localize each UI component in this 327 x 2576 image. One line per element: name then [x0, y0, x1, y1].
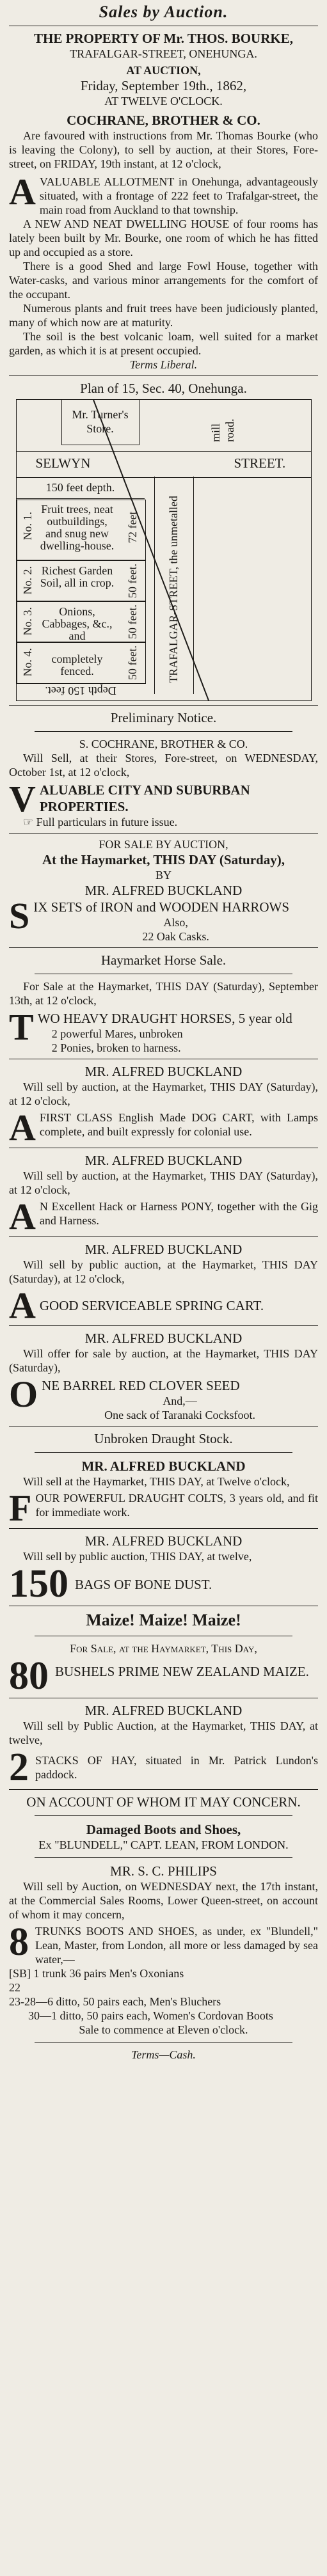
ad-title: THE PROPERTY OF Mr. THOS. BOURKE, [34, 31, 293, 46]
divider [9, 947, 318, 948]
ad-paragraph: STACKS OF HAY, situated in Mr. Patrick Lundon's paddock. [35, 1754, 318, 1781]
ad-paragraph: Will sell by public auction, at the Haymarket, THIS DAY (Saturday), at 12 o'clock, [9, 1258, 318, 1285]
ad-paragraph: The soil is the best volcanic loam, well suited for a market garden, as which it is at present occupied. [9, 330, 318, 357]
lot-number: No. 1. [20, 512, 34, 541]
ad-title: Maize! Maize! Maize! [86, 1611, 241, 1629]
ad-auctioneer: S. COCHRANE, BROTHER & CO. [79, 738, 248, 750]
ad-draught-colts [9, 1430, 318, 1529]
ad-paragraph [9, 815, 318, 829]
lot-desc: completely fenced. [51, 652, 103, 677]
lot-feet: 72 feet. [125, 509, 139, 543]
depth-label: 150 feet depth. [17, 477, 145, 499]
ad-auctioneer: MR. ALFRED BUCKLAND [84, 1331, 243, 1346]
ad-paragraph: Numerous plants and fruit trees have been judiciously planted, many of which now are at maturity. [9, 302, 318, 329]
ad-terms: Terms—Cash. [131, 2048, 196, 2061]
ad-line: 22 Oak Casks. [142, 930, 209, 943]
ad-ship: Ex "BLUNDELL," CAPT. LEAN, FROM LONDON. [38, 1838, 289, 1851]
ad-paragraph: Will sell by Public Auction, at the Haymarket, THIS DAY, at twelve, [9, 1719, 318, 1746]
ad-bone-dust [9, 1533, 318, 1606]
ad-clover-seed [9, 1330, 318, 1422]
ad-paragraph: OUR POWERFUL DRAUGHT COLTS, 3 years old, and fit for immediate work. [35, 1492, 318, 1519]
ad-dog-cart [9, 1063, 318, 1148]
auction-column [9, 0, 318, 2062]
ad-auctioneer: COCHRANE, BROTHER & CO. [67, 113, 260, 128]
ad-auctioneer: MR. ALFRED BUCKLAND [84, 1153, 243, 1168]
ad-paragraph: BUSHELS PRIME NEW ZEALAND MAIZE. [55, 1664, 309, 1679]
lot-number: No. 3. [20, 607, 34, 636]
divider [9, 705, 318, 706]
lot-number: No. 2. [20, 566, 34, 595]
plan-title: Plan of 15, Sec. 40, Onehunga. [80, 381, 247, 396]
drop-cap: S [9, 895, 30, 936]
drop-cap: A [9, 1107, 36, 1148]
quantity-number: 80 [9, 1654, 49, 1698]
ad-paragraph: Will sell by auction, at the Haymarket, THIS DAY (Saturday), at 12 o'clock, [9, 1169, 318, 1196]
list-item: 22 [9, 1981, 20, 1994]
drop-cap: A [9, 171, 36, 212]
street-label: STREET. [234, 455, 286, 471]
ad-line: Also, [163, 916, 188, 929]
drop-cap: T [9, 1006, 34, 1048]
ad-paragraph: BAGS OF BONE DUST. [75, 1577, 212, 1592]
ad-paragraph: VALUABLE ALLOTMENT in Onehunga, advantageously situated, with a frontage of 222 feet to Trafalgar-street, the main road from Auckland to that township. [39, 175, 318, 216]
ad-paragraph: IX SETS of IRON and WOODEN HARROWS [33, 899, 290, 915]
ad-horse-sale [9, 952, 318, 1055]
ad-paragraph: Will sell by auction, at the Haymarket, THIS DAY (Saturday), at 12 o'clock, [9, 1080, 318, 1107]
ad-line: One sack of Taranaki Cocksfoot. [104, 1409, 255, 1421]
ad-paragraph: Will sell by public auction, THIS DAY, at twelve, [23, 1550, 252, 1563]
ad-subtitle: TRAFALGAR-STREET, ONEHUNGA. [70, 47, 257, 60]
divider [9, 1325, 318, 1326]
ad-auctioneer: MR. ALFRED BUCKLAND [84, 1703, 243, 1718]
ad-subtitle: Damaged Boots and Shoes, [86, 1822, 241, 1837]
ad-auctioneer: MR. ALFRED BUCKLAND [84, 883, 243, 898]
ad-paragraph: FIRST CLASS English Made DOG CART, with Lamps complete, and built expressly for colonial use. [39, 1111, 318, 1138]
lot-desc: Fruit trees, neat outbuildings, and snug new dwelling-house. [40, 503, 115, 552]
section-header: Sales by Auction. [99, 3, 228, 21]
lot-desc: Onions, Cabbages, &c., and [42, 605, 113, 642]
drop-cap: V [9, 778, 36, 819]
ad-auctioneer: MR. ALFRED BUCKLAND [84, 1533, 243, 1549]
drop-cap: A [9, 1284, 36, 1326]
ad-line: BY [155, 869, 171, 881]
lot-desc: Richest Garden Soil, all in crop. [40, 564, 115, 589]
ad-paragraph: Will sell at the Haymarket, THIS DAY, at Twelve o'clock, [23, 1475, 290, 1488]
ad-preliminary [9, 709, 318, 829]
drop-cap: A [9, 1196, 36, 1237]
property-plan [16, 399, 312, 701]
trafalgar-label: TRAFALGAR-STREET, the unmetalled [166, 496, 180, 683]
divider [9, 833, 318, 834]
ad-paragraph: Will Sell, at their Stores, Fore-street, on WEDNESDAY, October 1st, at 12 o'clock, [9, 752, 318, 778]
ad-paragraph: TRUNKS BOOTS AND SHOES, as under, ex "Blundell," Lean, Master, from London, all more or less damaged by sea water,— [35, 1925, 318, 1966]
ad-boots-shoes [9, 1794, 318, 2062]
divider [35, 731, 292, 732]
lot-feet: 50 feet. [125, 604, 139, 639]
lot-feet: 50 feet. [125, 645, 139, 680]
list-item: 23-28—6 ditto, 50 pairs each, Men's Bluchers [9, 1995, 221, 2008]
ad-bourke-property [9, 30, 318, 701]
ad-line: 2 powerful Mares, unbroken [51, 1027, 183, 1040]
ad-pony [9, 1152, 318, 1237]
divider [9, 1789, 318, 1790]
list-item: [SB] 1 trunk 36 pairs Men's Oxonians [9, 1967, 184, 1980]
divider [9, 1528, 318, 1529]
ad-title: Preliminary Notice. [110, 710, 217, 725]
divider [35, 1452, 292, 1453]
ad-auctioneer: MR. ALFRED BUCKLAND [84, 1242, 243, 1257]
ad-line: FOR SALE BY AUCTION, [99, 838, 228, 851]
ad-hay-stacks [9, 1702, 318, 1789]
divider [35, 1815, 292, 1816]
ad-text: Full particulars in future issue. [36, 816, 178, 828]
ad-auctioneer: MR. S. C. PHILIPS [110, 1863, 217, 1879]
divider [35, 1857, 292, 1858]
ad-maize [9, 1610, 318, 1698]
lot-number: No. 4. [20, 648, 34, 677]
ad-paragraph: There is a good Shed and large Fowl House, together with Water-casks, and various minor arrangements for the comfort of the occupant. [9, 260, 318, 301]
ad-auctioneer: MR. ALFRED BUCKLAND [84, 1064, 243, 1079]
ad-title: ON ACCOUNT OF WHOM IT MAY CONCERN. [26, 1794, 301, 1810]
ad-paragraph: N Excellent Hack or Harness PONY, together with the Gig and Harness. [39, 1200, 318, 1227]
ad-title: At the Haymarket, THIS DAY (Saturday), [42, 852, 285, 867]
ad-line: And,— [163, 1395, 197, 1407]
divider [35, 2042, 292, 2043]
ad-title: Unbroken Draught Stock. [94, 1431, 233, 1446]
ad-paragraph: For Sale at the Haymarket, THIS DAY (Saturday), September 13th, at 12 o'clock, [9, 980, 318, 1007]
ad-paragraph: Will sell by Auction, on WEDNESDAY next, the 17th instant, at the Commercial Sales Rooms, Lower Queen-street, on account of whom it may concern, [9, 1880, 318, 1921]
ad-line: 2 Ponies, broken to harness. [51, 1041, 181, 1054]
ad-paragraph: Are favoured with instructions from Mr. Thomas Bourke (who is leaving the Colony), to sell by auction, at their Stores, Fore-street, on FRIDAY, 19th instant, at 12 o'clock, [9, 129, 318, 170]
ad-paragraph: Sale to commence at Eleven o'clock. [79, 2023, 248, 2036]
ad-paragraph: WO HEAVY DRAUGHT HORSES, 5 year old [37, 1011, 292, 1026]
ad-paragraph: Will offer for sale by auction, at the Haymarket, THIS DAY (Saturday), [9, 1347, 318, 1374]
selwyn-label: SELWYN [35, 455, 91, 471]
ad-terms: Terms Liberal. [129, 358, 198, 371]
drop-cap: F [9, 1487, 32, 1529]
ad-harrows [9, 837, 318, 944]
ad-spring-cart [9, 1241, 318, 1326]
ad-paragraph: ALUABLE CITY AND SUBURBAN PROPERTIES. [39, 782, 250, 814]
store-label: Mr. Turner's Store. [72, 408, 129, 435]
quantity-number: 150 [9, 1562, 68, 1606]
ad-line: AT AUCTION, [126, 64, 201, 77]
ad-auctioneer: MR. ALFRED BUCKLAND [81, 1458, 246, 1474]
quantity-number: 2 [9, 1746, 29, 1789]
list-item: 30—1 ditto, 50 pairs each, Women's Cordovan Boots [28, 2009, 273, 2022]
mill-road-label: mill road. [209, 418, 236, 442]
divider [9, 375, 318, 376]
pointing-hand-icon: ☞ [23, 816, 36, 828]
ad-paragraph: A NEW AND NEAT DWELLING HOUSE of four rooms has lately been built by Mr. Bourke, one room of which he has fitted up and occupied as a store. [9, 217, 318, 258]
diagonal-line [17, 400, 311, 700]
ad-paragraph: NE BARREL RED CLOVER SEED [42, 1378, 240, 1393]
ad-date: Friday, September 19th., 1862, [80, 78, 247, 93]
ad-paragraph: GOOD SERVICEABLE SPRING CART. [39, 1298, 264, 1313]
depth-bottom-label: Depth 150 feet. [44, 684, 116, 697]
ad-paragraph: For Sale, at the Haymarket, This Day, [70, 1642, 257, 1655]
ad-title: Haymarket Horse Sale. [100, 952, 227, 968]
quantity-number: 8 [9, 1920, 29, 1964]
drop-cap: O [9, 1373, 38, 1415]
ad-time: AT TWELVE O'CLOCK. [104, 95, 223, 107]
lot-feet: 50 feet. [125, 564, 139, 598]
